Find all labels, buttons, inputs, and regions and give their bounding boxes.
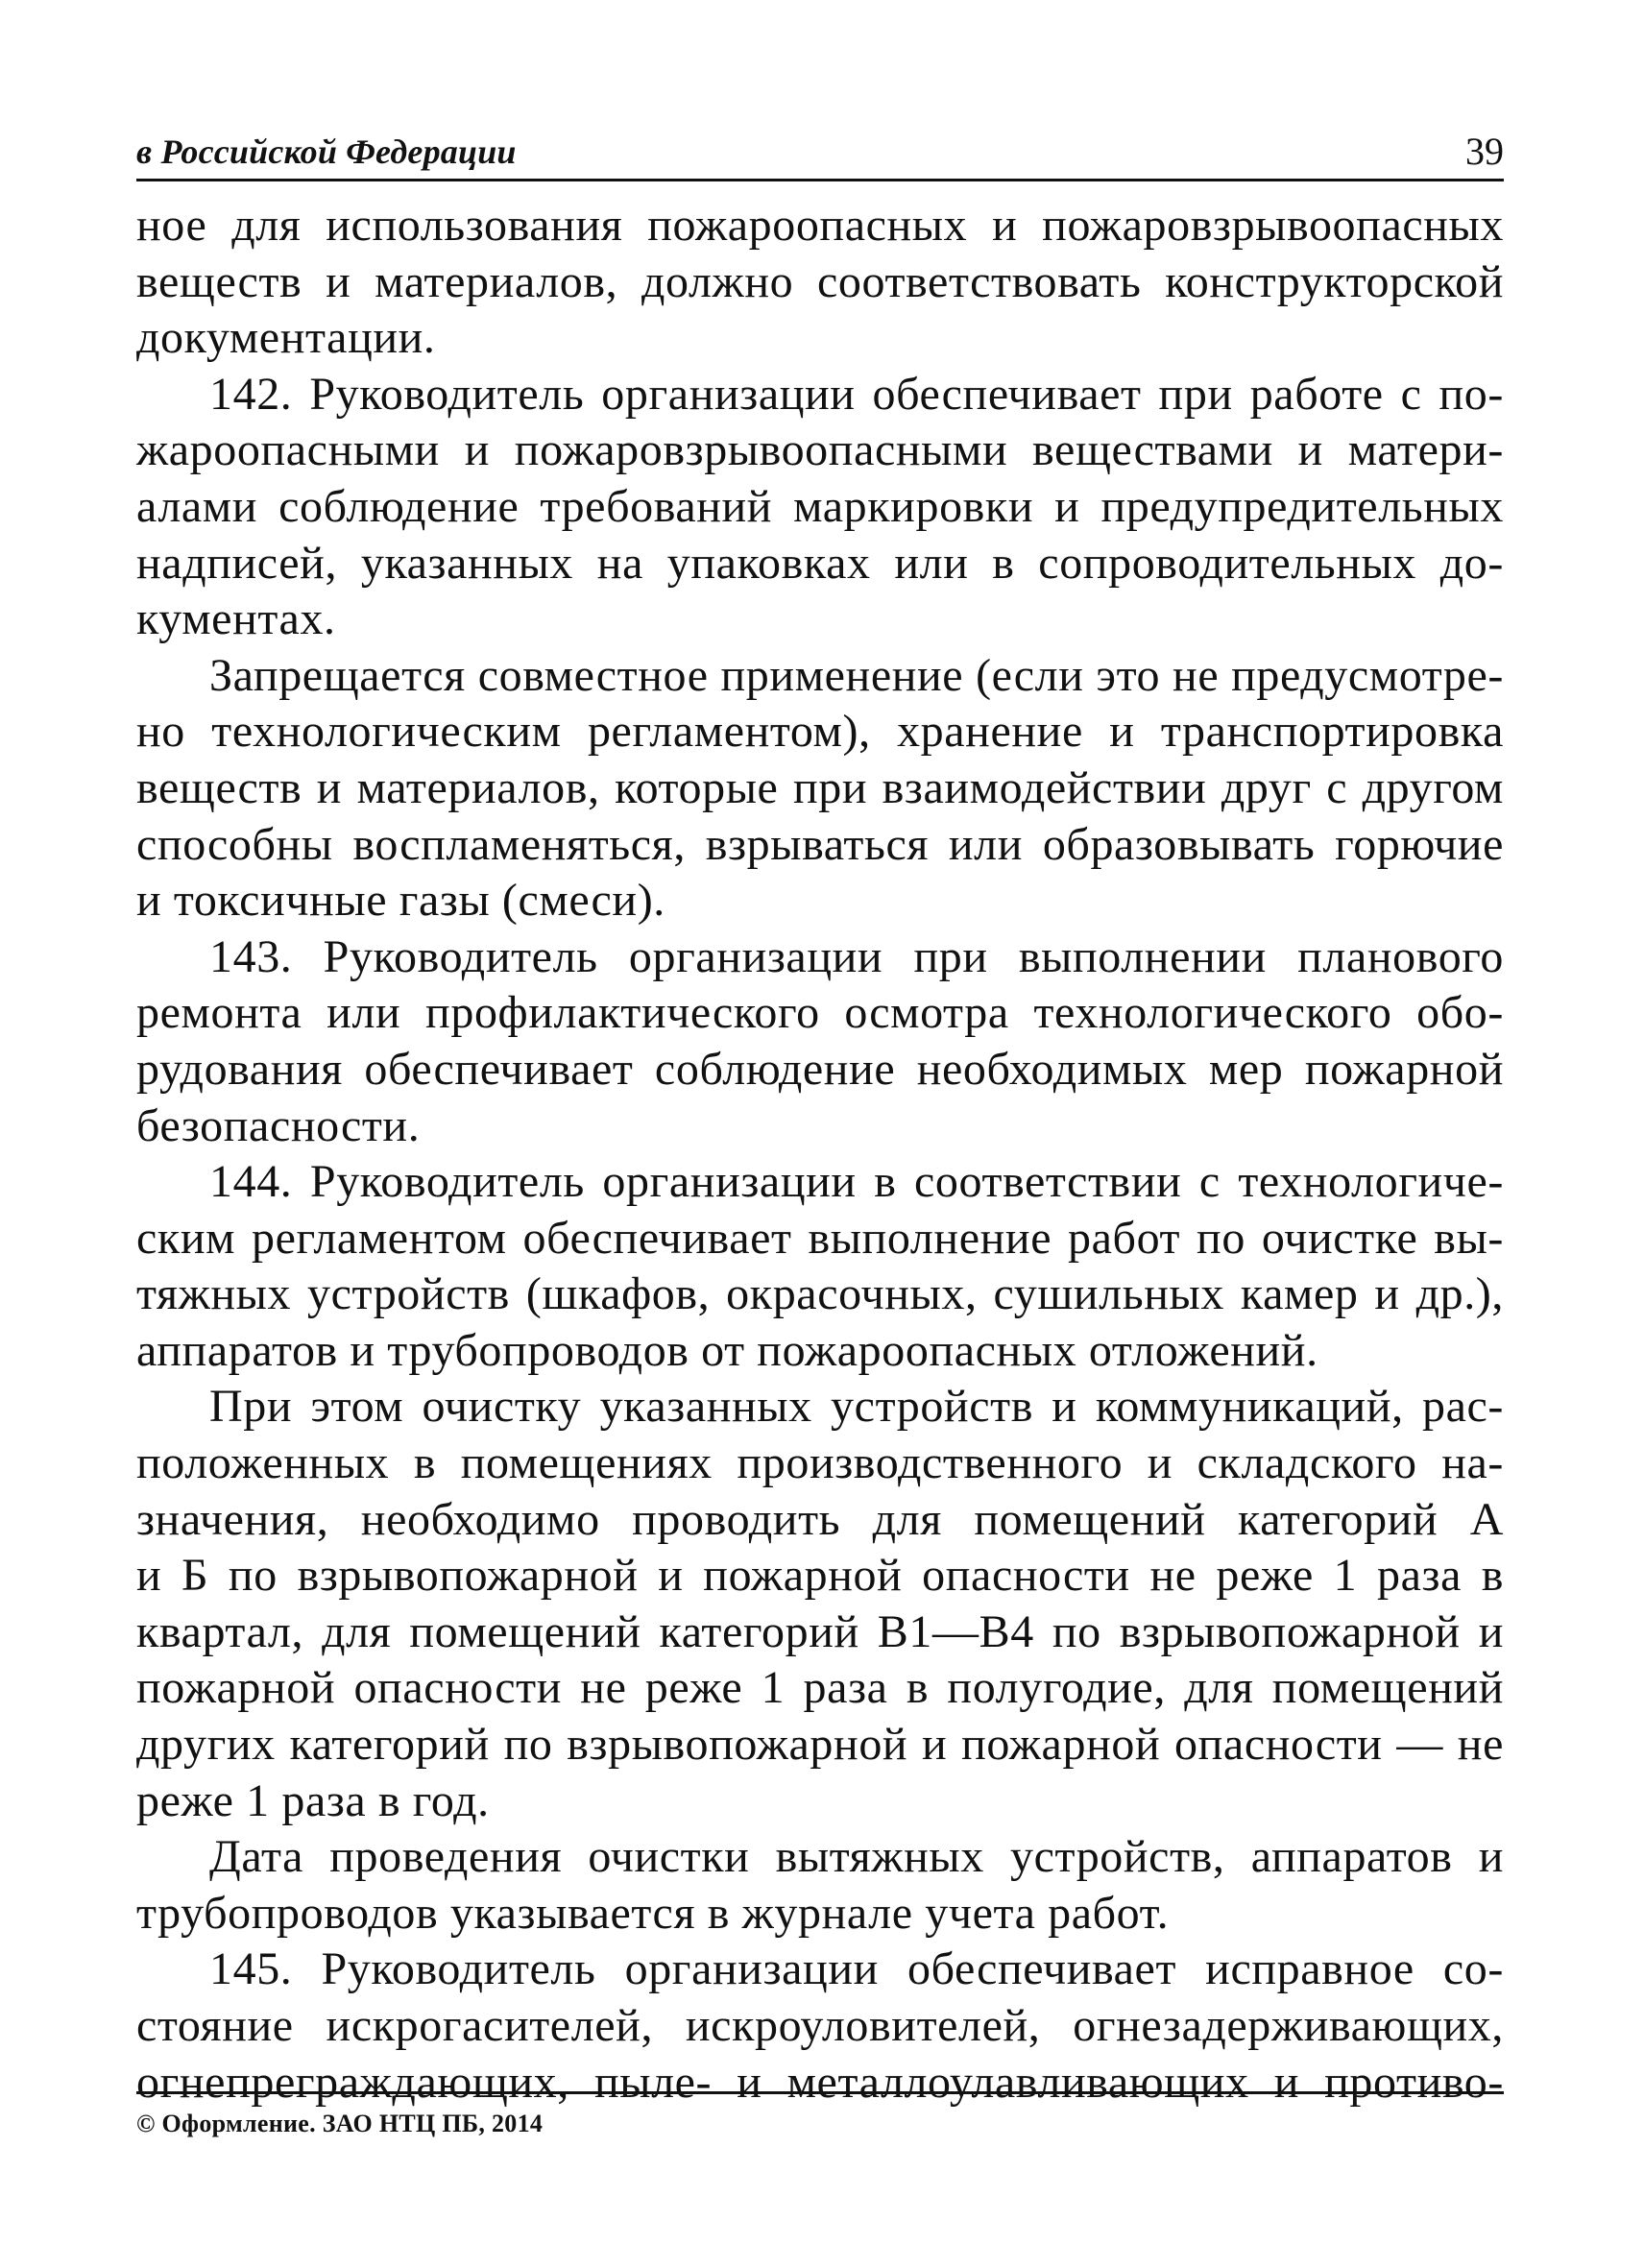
text-line: веществ и материалов, которые при взаимодействии друг с другом [136, 761, 1504, 813]
paragraph-continuation [136, 198, 1504, 367]
text-line: других категорий по взрывопожарной и пожарной опасности — не [136, 1719, 1504, 1771]
running-title: в Российской Федерации [136, 133, 517, 171]
paragraph-cleaning-schedule [136, 1379, 1504, 1829]
text-line: ским регламентом обеспечивает выполнение работ по очистке вы- [136, 1212, 1504, 1264]
paragraph-item-142 [136, 367, 1504, 648]
text-line: и Б по взрывопожарной и пожарной опасности не реже 1 раза в [136, 1550, 1504, 1602]
text-line: трубопроводов указывается в журнале учета работ. [136, 1887, 1170, 1939]
text-line: огнепреграждающих, пыле- и металлоулавливающих и противо- [136, 2056, 1504, 2108]
text-line: алами соблюдение требований маркировки и предупредительных [136, 480, 1504, 532]
text-line: пожарной опасности не реже 1 раза в полугодие, для помещений [136, 1662, 1504, 1714]
text-line: ремонта или профилактического осмотра технологического обо- [136, 987, 1504, 1039]
body-text [136, 198, 1504, 2111]
text-line: реже 1 раза в год. [136, 1774, 490, 1826]
text-line: Запрещается совместное применение (если это не предусмотре- [209, 649, 1504, 701]
paragraph-item-144 [136, 1154, 1504, 1379]
text-line: значения, необходимо проводить для помещений категорий А [136, 1493, 1504, 1545]
text-line: 144. Руководитель организации в соответствии с технологиче- [209, 1156, 1504, 1208]
text-line: квартал, для помещений категорий В1—В4 по взрывопожарной и [136, 1605, 1504, 1657]
text-line: рудования обеспечивает соблюдение необходимых мер пожарной [136, 1043, 1504, 1095]
paragraph-prohibition [136, 648, 1504, 929]
page-number: 39 [1465, 130, 1504, 173]
page-header [136, 123, 1504, 181]
footer-copyright: © Оформление. ЗАО НТЦ ПБ, 2014 [136, 2110, 544, 2137]
text-line: жароопасными и пожаровзрывоопасными веществами и матери- [136, 424, 1504, 476]
text-line: и токсичные газы (смеси). [136, 875, 665, 927]
paragraph-cleaning-date [136, 1829, 1504, 1942]
text-line: Дата проведения очистки вытяжных устройств, аппаратов и [209, 1831, 1504, 1883]
text-line: тяжных устройств (шкафов, окрасочных, сушильных камер и др.), [136, 1268, 1504, 1320]
text-line: При этом очистку указанных устройств и коммуникаций, рас- [209, 1381, 1504, 1433]
text-line: но технологическим регламентом), хранение и транспортировка [136, 706, 1504, 758]
text-line: веществ и материалов, должно соответствовать конструкторской [136, 255, 1504, 307]
text-line: 145. Руководитель организации обеспечивает исправное со- [209, 1943, 1504, 1995]
text-line: положенных в помещениях производственного и складского на- [136, 1437, 1504, 1489]
paragraph-item-145 [136, 1942, 1504, 2111]
text-line: документации. [136, 312, 436, 364]
document-page [136, 0, 1504, 2268]
text-line: ное для использования пожароопасных и пожаровзрывоопасных [136, 200, 1504, 251]
paragraph-item-143 [136, 929, 1504, 1154]
text-line: безопасности. [136, 1099, 421, 1151]
footer-divider [136, 2091, 1504, 2094]
text-line: стояние искрогасителей, искроуловителей, огнезадерживающих, [136, 2000, 1504, 2051]
text-line: кументах. [136, 593, 336, 645]
text-line: надписей, указанных на упаковках или в сопроводительных до- [136, 537, 1504, 589]
text-line: 143. Руководитель организации при выполнении планового [209, 930, 1504, 982]
text-line: 142. Руководитель организации обеспечивает при работе с по- [209, 368, 1504, 420]
text-line: аппаратов и трубопроводов от пожароопасных отложений. [136, 1324, 1318, 1376]
text-line: способны воспламеняться, взрываться или образовывать горючие [136, 818, 1504, 870]
